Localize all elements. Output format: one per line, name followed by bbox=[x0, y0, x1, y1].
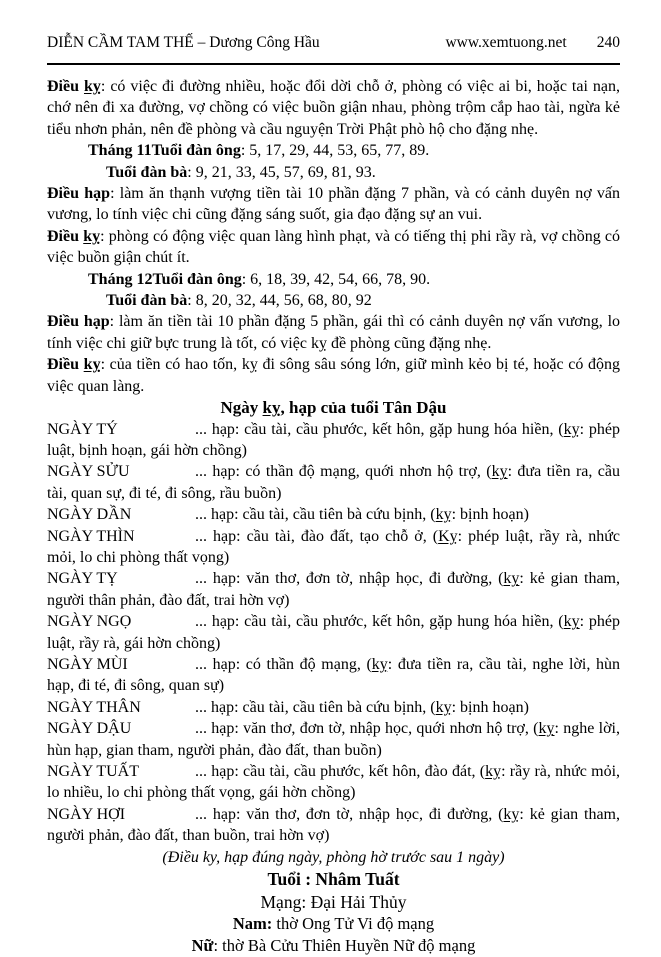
thang-11-dan-ong bbox=[47, 140, 620, 161]
day-name-label: NGÀY TÝ bbox=[47, 420, 118, 438]
day-name-label: NGÀY THÌN bbox=[47, 527, 135, 545]
text-segment: Tuổi đàn bà bbox=[106, 163, 188, 181]
nam-line bbox=[47, 913, 620, 935]
text-segment: Nữ bbox=[191, 936, 214, 956]
text-segment: ... hạp: cầu tài, cầu phước, kết hôn, đào đát, ( bbox=[195, 763, 486, 780]
day-ty bbox=[47, 419, 620, 462]
website-url: www.xemtuong.net bbox=[445, 34, 567, 51]
page-number: 240 bbox=[596, 34, 620, 51]
text-segment: : phép luật, bịnh hoạn, gái hờn chồng) bbox=[47, 420, 621, 459]
text-segment: : bịnh hoạn) bbox=[451, 698, 529, 716]
header-right bbox=[445, 34, 620, 52]
text-segment: Tháng 12Tuổi đàn ông bbox=[88, 270, 242, 288]
day-name-label: NGÀY TUẤT bbox=[47, 763, 139, 780]
text-segment: Tháng 11Tuổi đàn ông bbox=[88, 142, 241, 160]
day-name-label: NGÀY MÙI bbox=[47, 655, 128, 673]
text-segment: , hạp của tuổi Tân Dậu bbox=[280, 398, 447, 418]
text-segment: thờ Ong Tử Vi độ mạng bbox=[272, 914, 435, 934]
day-dan bbox=[47, 504, 620, 525]
text-segment: kỵ bbox=[491, 463, 508, 481]
note-line bbox=[47, 847, 620, 868]
text-segment: ... hạp: cầu tài, cầu phước, kết hôn, gặp hung hóa hiền, ( bbox=[195, 420, 564, 438]
text-segment: : 6, 18, 39, 42, 54, 66, 78, 90. bbox=[241, 270, 431, 288]
text-segment: ... hạp: cầu tài, cầu tiên bà cứu bịnh, ( bbox=[195, 506, 436, 524]
page-content bbox=[47, 76, 620, 957]
text-segment: kỵ bbox=[538, 720, 555, 738]
book-title: DIỄN CẦM TAM THẾ – Dương Công Hầu bbox=[47, 34, 320, 51]
text-segment: kỵ bbox=[83, 78, 101, 95]
text-segment: Ngày bbox=[220, 398, 263, 418]
text-segment: : bịnh hoạn) bbox=[451, 506, 529, 524]
text-segment: : nghe lời, hùn hạp, gian tham, người phản, đào đất, than buồn) bbox=[47, 720, 620, 759]
day-tuat bbox=[47, 761, 620, 804]
text-segment: Mạng: Đại Hải Thủy bbox=[260, 891, 407, 912]
text-segment: : có việc đi đường nhiều, hoặc đổi dời chỗ ở, phòng có việc ai bi, hoặc tai nạn, chớ nên đi xa đường, vợ chồng có việc buồn giận nhau, phòng trộm cắp hao tài, ngừa kẻ tiểu nhơn phản, nên đề phòng và cầu nguyện Trời Phật phò hộ cho đặng nhẹ. bbox=[47, 78, 620, 138]
text-segment: kỵ bbox=[503, 805, 520, 823]
nu-line bbox=[47, 935, 620, 957]
text-segment: : phép luật, rầy rà, nhức mỏi, lo chi phòng thất vọng) bbox=[47, 527, 620, 566]
day-name-label: NGÀY HỢI bbox=[47, 805, 126, 823]
text-segment: : kẻ gian tham, người phản, đào đất, than buồn, trai hờn vợ) bbox=[47, 805, 621, 845]
mang-dai-hai-thuy bbox=[47, 891, 620, 914]
day-name-label: NGÀY DẦN bbox=[47, 506, 132, 524]
text-segment: ... hạp: có thần độ mạng, quới nhơn hộ trợ, ( bbox=[195, 463, 492, 481]
text-segment: Kỵ bbox=[438, 527, 458, 545]
day-name-label: NGÀY DẬU bbox=[47, 720, 132, 738]
text-segment: : rầy rà, nhức mỏi, lo nhiều, lo chi phòng thất vọng, gái hờn chồng) bbox=[47, 763, 621, 802]
day-ngo bbox=[47, 611, 620, 654]
dieu-ky-thang-11 bbox=[47, 76, 620, 140]
text-segment: kỵ bbox=[83, 356, 101, 374]
text-segment: Nam: bbox=[232, 914, 273, 934]
text-segment: (Điều ky, hạp đúng ngày, phòng hờ trước sau 1 ngày) bbox=[162, 848, 505, 866]
text-segment: : làm ăn tiền tài 10 phần đặng 5 phần, gái thì có cảnh duyên nợ vấn vương, lo tính việc chi giữ bực trung là tốt, có việc kỵ đề phòng cũng đặng nhẹ. bbox=[47, 313, 621, 352]
dieu-hap-thang-12 bbox=[47, 183, 620, 226]
text-segment: Điều bbox=[47, 227, 84, 245]
dieu-ky-2 bbox=[47, 354, 620, 397]
day-mui bbox=[47, 654, 620, 697]
day-ti bbox=[47, 568, 620, 611]
text-segment: Điều bbox=[47, 356, 84, 374]
text-segment: : kẻ gian tham, người thân phản, đào đất, trai hờn vợ) bbox=[47, 570, 621, 609]
text-segment: Tuổi : Nhâm Tuất bbox=[267, 869, 400, 890]
text-segment: ... hạp: cầu tài, cầu tiên bà cứu bịnh, ( bbox=[195, 698, 436, 716]
text-segment: Điều hạp bbox=[47, 313, 110, 331]
text-segment: : đưa tiền ra, cầu tài, nghe lời, hùn hạp, đi té, đi sông, quan sự) bbox=[47, 655, 620, 695]
day-than bbox=[47, 697, 620, 718]
text-segment: ... hạp: có thần độ mạng, ( bbox=[195, 655, 372, 673]
day-name-label: NGÀY TỴ bbox=[47, 570, 118, 588]
text-segment: Tuổi đàn bà bbox=[106, 292, 188, 310]
text-segment: : thờ Bà Cửu Thiên Huyền Nữ độ mạng bbox=[213, 936, 476, 956]
text-segment: : làm ăn thạnh vượng tiền tài 10 phần đặng 7 phần, và có cảnh duyên nợ vấn vương, lo tính việc chi cũng đặng sáng suốt, gia đạo đặng sự an vui. bbox=[47, 185, 621, 224]
day-dau bbox=[47, 718, 620, 761]
text-segment: ... hạp: văn thơ, đơn tờ, nhập học, đi đường, ( bbox=[195, 570, 504, 588]
dieu-ky-thang-12 bbox=[47, 226, 620, 269]
text-segment: : 5, 17, 29, 44, 53, 65, 77, 89. bbox=[240, 142, 430, 160]
day-hoi bbox=[47, 804, 620, 847]
tuoi-nham-tuat bbox=[47, 868, 620, 891]
text-segment: kỵ bbox=[563, 420, 580, 438]
text-segment: kỵ bbox=[503, 570, 520, 588]
section-heading-tan-dau bbox=[47, 397, 620, 418]
text-segment: ... hạp: văn thơ, đơn tờ, nhập học, quới nhơn hộ trợ, ( bbox=[195, 720, 539, 738]
text-segment: kỵ bbox=[563, 613, 580, 631]
day-suu bbox=[47, 461, 620, 504]
text-segment: : của tiền có hao tốn, kỵ đi sông sâu sóng lớn, giữ mình kẻo bị té, hoặc có động việc quan làng. bbox=[47, 356, 621, 395]
day-name-label: NGÀY NGỌ bbox=[47, 613, 132, 631]
day-name-label: NGÀY THÂN bbox=[47, 698, 141, 716]
text-segment: : phép luật, rầy rà, gái hờn chồng) bbox=[47, 613, 621, 652]
text-segment: kỵ bbox=[435, 506, 452, 524]
text-segment: kỵ bbox=[435, 698, 452, 716]
text-segment: Điều bbox=[47, 78, 84, 95]
text-segment: kỵ bbox=[485, 763, 502, 780]
text-segment: ... hạp: cầu tài, cầu phước, kết hôn, gặp hung hóa hiền, ( bbox=[195, 613, 564, 631]
text-segment: ... hạp: cầu tài, đào đất, tạo chỗ ở, ( bbox=[195, 527, 439, 545]
thang-12-dan-ong bbox=[47, 269, 620, 290]
text-segment: : 8, 20, 32, 44, 56, 68, 80, 92 bbox=[187, 292, 372, 310]
text-segment: ... hạp: văn thơ, đơn tờ, nhập học, đi đường, ( bbox=[195, 805, 504, 823]
text-segment: Điều hạp bbox=[47, 185, 111, 203]
text-segment: : 9, 21, 33, 45, 57, 69, 81, 93. bbox=[187, 163, 376, 181]
thang-11-dan-ba bbox=[47, 162, 620, 183]
day-name-label: NGÀY SỬU bbox=[47, 463, 130, 481]
text-segment: kỵ bbox=[83, 227, 101, 245]
thang-12-dan-ba bbox=[47, 290, 620, 311]
text-segment: kỵ bbox=[371, 655, 388, 673]
text-segment: kỵ bbox=[262, 398, 281, 418]
text-segment: : đưa tiền ra, cầu tài, quan sự, đi té, đi sông, rầu buồn) bbox=[47, 463, 621, 502]
page-header bbox=[47, 34, 620, 65]
text-segment: : phòng có động việc quan làng hình phạt, và có tiếng thị phi rầy rà, vợ chồng có việc buồn giận chút ít. bbox=[47, 227, 621, 267]
dieu-hap-2 bbox=[47, 311, 620, 354]
day-thin bbox=[47, 526, 620, 569]
